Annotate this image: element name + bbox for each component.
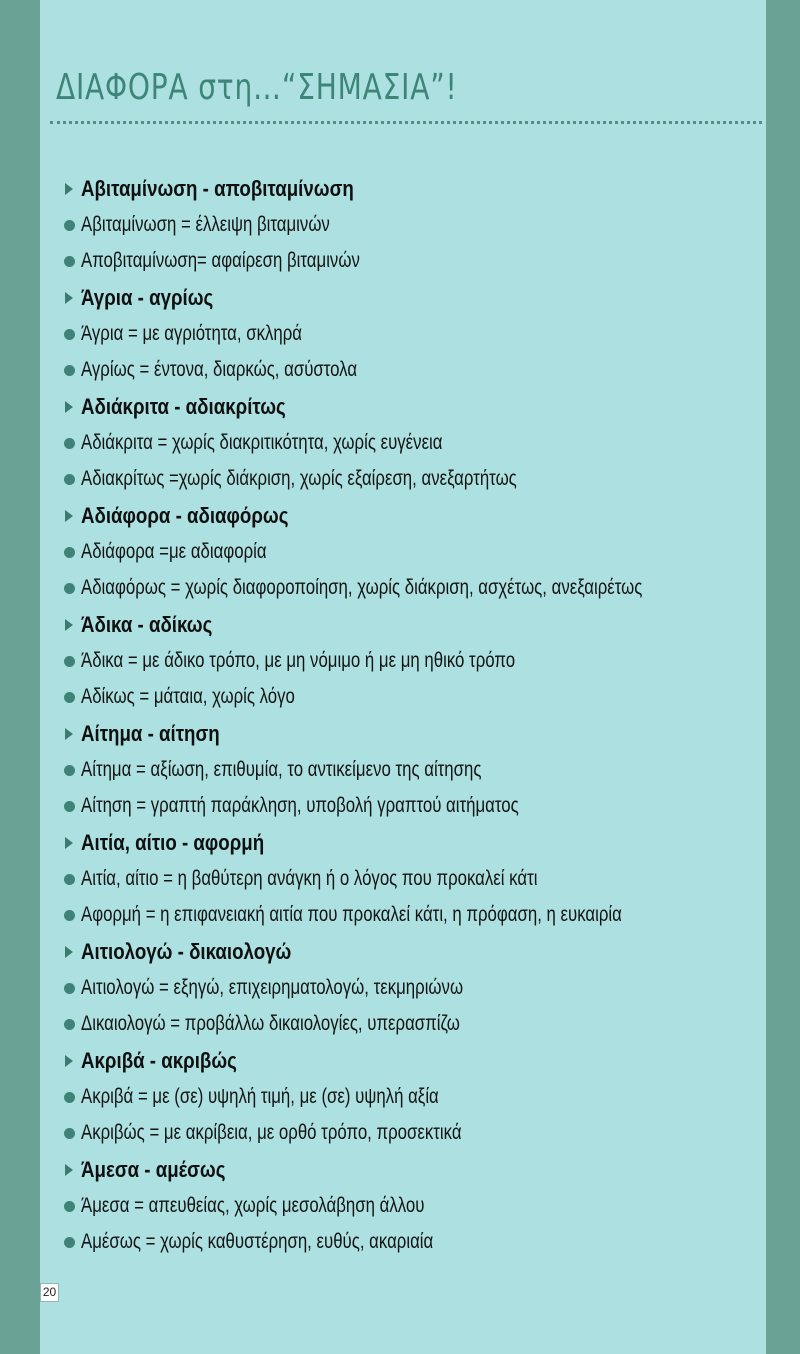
heading-text: Αιτιολογώ - δικαιολογώ: [81, 938, 292, 964]
entry: [64, 170, 754, 279]
entry-heading: [64, 606, 754, 643]
definition-text: Αδιάκριτα = χωρίς διακριτικότητα, χωρίς ευγένεια: [81, 431, 443, 454]
heading-text: Αδιάκριτα - αδιακρίτως: [81, 393, 286, 419]
entry-heading: [64, 933, 754, 970]
dot-bullet-icon: [64, 1201, 75, 1212]
definition-text: Αδιαφόρως = χωρίς διαφοροποίηση, χωρίς διάκριση, ασχέτως, ανεξαιρέτως: [81, 576, 643, 599]
dot-bullet-icon: [64, 438, 75, 449]
entry: [64, 1151, 754, 1260]
dot-bullet-icon: [64, 1128, 75, 1139]
triangle-bullet-icon: [65, 946, 73, 958]
definition-text: Αβιταμίνωση = έλλειψη βιταμινών: [81, 213, 330, 236]
entry-heading: [64, 824, 754, 861]
dot-bullet-icon: [64, 656, 75, 667]
definition-text: Άγρια = με αγριότητα, σκληρά: [81, 322, 303, 345]
definition-text: Αμέσως = χωρίς καθυστέρηση, ευθύς, ακαριαία: [81, 1230, 434, 1253]
dot-bullet-icon: [64, 765, 75, 776]
definition-text: Αίτημα = αξίωση, επιθυμία, το αντικείμενο της αίτησης: [81, 758, 482, 781]
triangle-bullet-icon: [65, 837, 73, 849]
heading-text: Άδικα - αδίκως: [81, 611, 213, 637]
heading-text: Άγρια - αγρίως: [81, 284, 214, 310]
entry: [64, 824, 754, 933]
dot-bullet-icon: [64, 801, 75, 812]
definition-text: Δικαιολογώ = προβάλλω δικαιολογίες, υπερασπίζω: [81, 1012, 460, 1035]
dot-bullet-icon: [64, 547, 75, 558]
entry-heading: [64, 497, 754, 534]
entry-heading: [64, 170, 754, 207]
entry-heading: [64, 715, 754, 752]
right-border-strip: [766, 0, 800, 1354]
heading-text: Αιτία, αίτιο - αφορμή: [81, 829, 265, 855]
definition-text: Αφορμή = η επιφανειακή αιτία που προκαλεί κάτι, η πρόφαση, η ευκαιρία: [81, 903, 622, 926]
definition-line: [64, 643, 754, 679]
definition-line: [64, 425, 754, 461]
dotted-divider: [50, 121, 762, 124]
definition-text: Αιτία, αίτιο = η βαθύτερη ανάγκη ή ο λόγος που προκαλεί κάτι: [81, 867, 538, 890]
heading-text: Άμεσα - αμέσως: [81, 1156, 226, 1182]
dot-bullet-icon: [64, 874, 75, 885]
triangle-bullet-icon: [65, 292, 73, 304]
triangle-bullet-icon: [65, 183, 73, 195]
definition-text: Αδίκως = μάταια, χωρίς λόγο: [81, 685, 295, 708]
definition-text: Άδικα = με άδικο τρόπο, με μη νόμιμο ή με μη ηθικό τρόπο: [81, 649, 516, 672]
entry-heading: [64, 1151, 754, 1188]
dot-bullet-icon: [64, 365, 75, 376]
definition-text: Αίτηση = γραπτή παράκληση, υποβολή γραπτού αιτήματος: [81, 794, 519, 817]
definition-line: [64, 570, 754, 606]
entry-heading: [64, 279, 754, 316]
dot-bullet-icon: [64, 1092, 75, 1103]
dot-bullet-icon: [64, 910, 75, 921]
definition-text: Αδιακρίτως =χωρίς διάκριση, χωρίς εξαίρεση, ανεξαρτήτως: [81, 467, 517, 490]
entry-heading: [64, 1042, 754, 1079]
definition-line: [64, 461, 754, 497]
entry: [64, 279, 754, 388]
entry-list: [64, 170, 754, 1260]
triangle-bullet-icon: [65, 401, 73, 413]
dot-bullet-icon: [64, 583, 75, 594]
definition-text: Αγρίως = έντονα, διαρκώς, ασύστολα: [81, 358, 358, 381]
dot-bullet-icon: [64, 983, 75, 994]
entry: [64, 606, 754, 715]
definition-line: [64, 1188, 754, 1224]
triangle-bullet-icon: [65, 619, 73, 631]
entry: [64, 497, 754, 606]
definition-text: Αδιάφορα =με αδιαφορία: [81, 540, 267, 563]
triangle-bullet-icon: [65, 728, 73, 740]
definition-line: [64, 534, 754, 570]
dot-bullet-icon: [64, 256, 75, 267]
page-title: ΔΙΑΦΟΡΑ στη…“ΣΗΜΑΣΙΑ”!: [56, 67, 458, 108]
entry-heading: [64, 388, 754, 425]
definition-line: [64, 1115, 754, 1151]
definition-line: [64, 861, 754, 897]
definition-line: [64, 970, 754, 1006]
heading-text: Αδιάφορα - αδιαφόρως: [81, 502, 289, 528]
definition-text: Άμεσα = απευθείας, χωρίς μεσολάβηση άλλου: [81, 1194, 425, 1217]
entry: [64, 388, 754, 497]
entry: [64, 933, 754, 1042]
definition-text: Ακριβά = με (σε) υψηλή τιμή, με (σε) υψηλή αξία: [81, 1085, 439, 1108]
definition-line: [64, 1079, 754, 1115]
definition-line: [64, 207, 754, 243]
definition-line: [64, 679, 754, 715]
definition-line: [64, 243, 754, 279]
definition-line: [64, 752, 754, 788]
definition-line: [64, 897, 754, 933]
definition-line: [64, 1224, 754, 1260]
left-border-strip: [0, 0, 40, 1354]
definition-line: [64, 1006, 754, 1042]
definition-text: Ακριβώς = με ακρίβεια, με ορθό τρόπο, προσεκτικά: [81, 1121, 462, 1144]
dot-bullet-icon: [64, 1019, 75, 1030]
page-number: 20: [40, 1283, 59, 1302]
dot-bullet-icon: [64, 1237, 75, 1248]
heading-text: Αίτημα - αίτηση: [81, 720, 220, 746]
heading-text: Αβιταμίνωση - αποβιταμίνωση: [81, 175, 354, 201]
definition-line: [64, 788, 754, 824]
entry: [64, 715, 754, 824]
triangle-bullet-icon: [65, 1164, 73, 1176]
dot-bullet-icon: [64, 329, 75, 340]
definition-line: [64, 352, 754, 388]
dot-bullet-icon: [64, 692, 75, 703]
heading-text: Ακριβά - ακριβώς: [81, 1047, 237, 1073]
dot-bullet-icon: [64, 220, 75, 231]
definition-text: Αποβιταμίνωση= αφαίρεση βιταμινών: [81, 249, 360, 272]
definition-line: [64, 316, 754, 352]
triangle-bullet-icon: [65, 1055, 73, 1067]
dot-bullet-icon: [64, 474, 75, 485]
entry: [64, 1042, 754, 1151]
definition-text: Αιτιολογώ = εξηγώ, επιχειρηματολογώ, τεκμηριώνω: [81, 976, 464, 999]
triangle-bullet-icon: [65, 510, 73, 522]
page: [40, 0, 766, 1354]
